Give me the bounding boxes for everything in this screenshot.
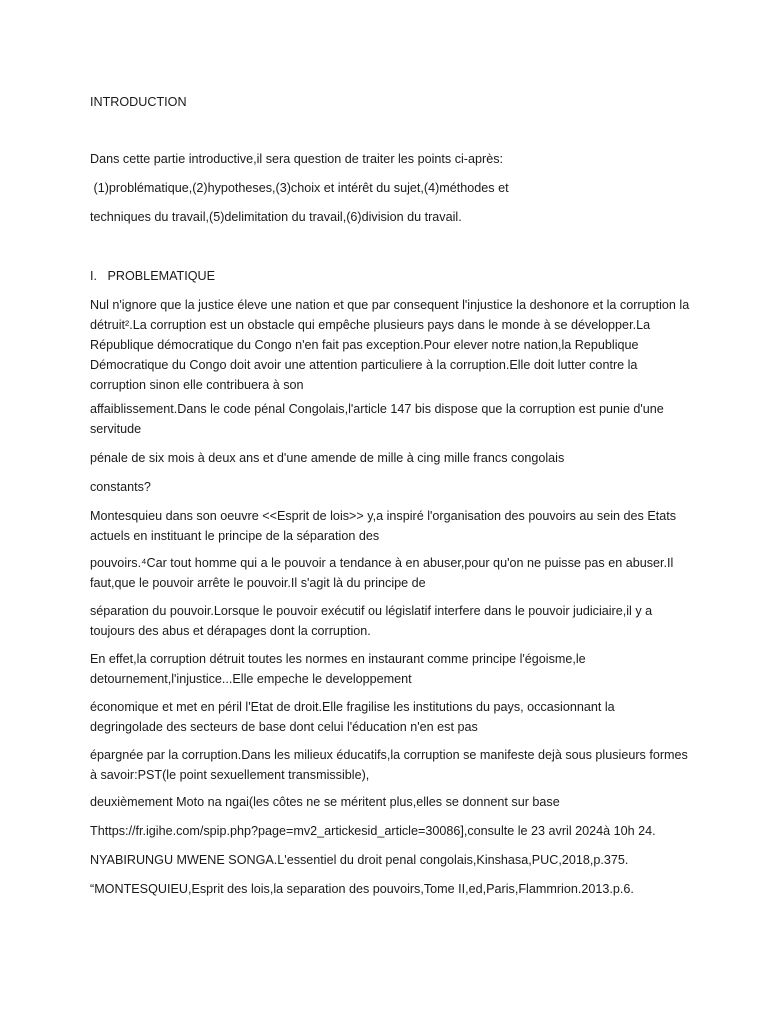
- paragraph: constants?: [90, 480, 151, 494]
- paragraph: affaiblissement.Dans le code pénal Congolais,l'article 147 bis dispose que la corruption est punie d'une servitude: [90, 402, 664, 436]
- points-line-2: techniques du travail,(5)delimitation du travail,(6)division du travail.: [90, 210, 462, 224]
- footnote: NYABIRUNGU MWENE SONGA.L'essentiel du droit penal congolais,Kinshasa,PUC,2018,p.375.: [90, 853, 629, 867]
- intro-text: Dans cette partie introductive,il sera question de traiter les points ci-après:: [90, 152, 503, 166]
- paragraph: En effet,la corruption détruit toutes les normes en instaurant comme principe l'égoisme,le detournement,l'injustice...Elle empeche le developpement: [90, 652, 586, 686]
- paragraph: Montesquieu dans son oeuvre <<Esprit de lois>> y,a inspiré l'organisation des pouvoirs au sein des Etats actuels en instituant le principe de la séparation des: [90, 509, 677, 543]
- points-line-1: (1)problématique,(2)hypotheses,(3)choix et intérêt du sujet,(4)méthodes et: [90, 181, 509, 195]
- paragraph: séparation du pouvoir.Lorsque le pouvoir exécutif ou législatif interfere dans le pouvoir judiciaire,il y a toujours des abus et dérapages dont la corruption.: [90, 604, 653, 638]
- paragraph: deuxièmement Moto na ngai(les côtes ne se méritent plus,elles se donnent sur base: [90, 795, 560, 809]
- footnote: “MONTESQUIEU,Esprit des lois,la separation des pouvoirs,Tome II,ed,Paris,Flammrion.2013.p.6.: [90, 882, 634, 896]
- paragraph: Nul n'ignore que la justice éleve une nation et que par consequent l'injustice la deshonore et la corruption la détruit².La corruption est un obstacle qui empêche plusieurs pays dans le monde à se développer.La République démocratique du Congo n'en fait pas exception.Pour elever notre nation,la Republique Démocratique du Congo doit avoir une attention particuliere à la corruption.Elle doit lutter contre la corruption sinon elle contribuera à son: [90, 298, 690, 392]
- paragraph: épargnée par la corruption.Dans les milieux éducatifs,la corruption se manifeste dejà sous plusieurs formes à savoir:PST(le point sexuellement transmissible),: [90, 748, 688, 782]
- heading: INTRODUCTION: [90, 95, 187, 109]
- paragraph: pénale de six mois à deux ans et d'une amende de mille à cing mille francs congolais: [90, 451, 565, 465]
- footnote: Thttps://fr.igihe.com/spip.php?page=mv2_artickesid_article=30086],consulte le 23 avril 2024à 10h 24.: [90, 824, 656, 838]
- paragraph: économique et met en péril l'Etat de droit.Elle fragilise les institutions du pays, occasionnant la degringolade des secteurs de base dont celui l'éducation n'en est pas: [90, 700, 615, 734]
- paragraph: pouvoirs.⁴Car tout homme qui a le pouvoir a tendance à en abuser,pour qu'on ne puisse pas en abuser.Il faut,que le pouvoir arrête le pouvoir.Il s'agit là du principe de: [90, 556, 674, 590]
- section-title: I. PROBLEMATIQUE: [90, 269, 216, 283]
